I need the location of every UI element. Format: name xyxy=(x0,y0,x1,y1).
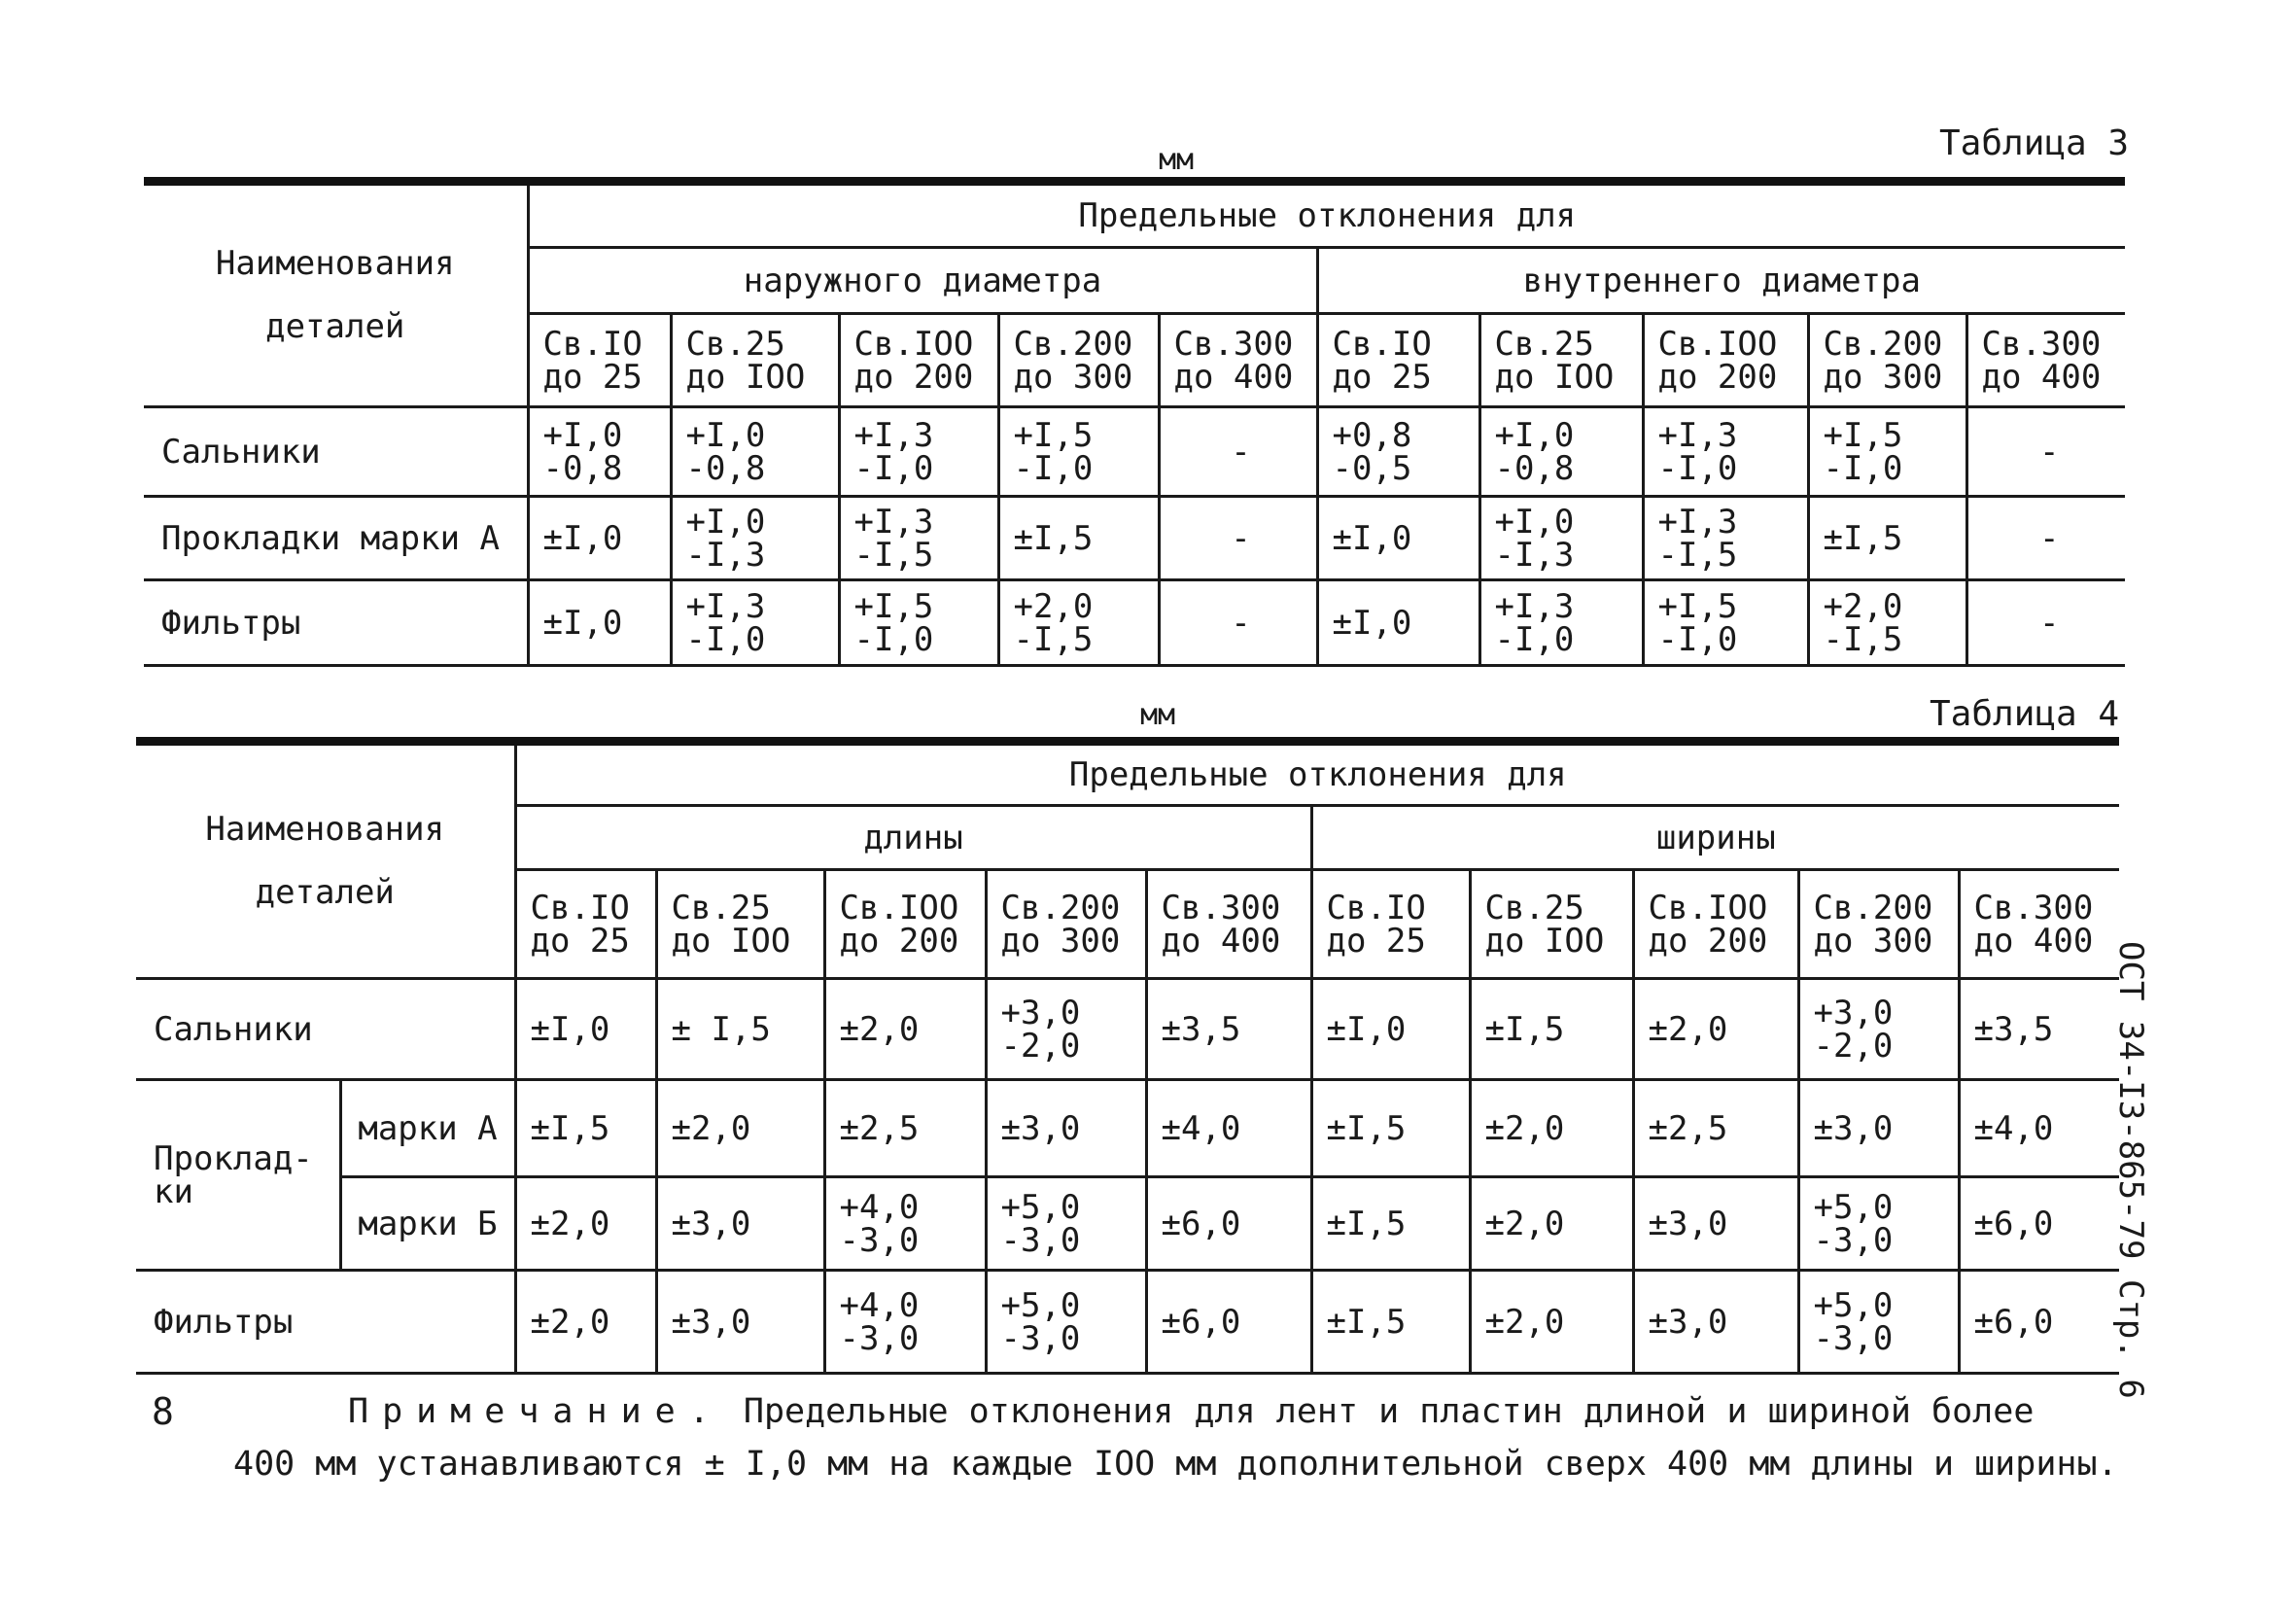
range-header xyxy=(1798,870,1959,979)
table3-row-part: Прокладки марки А xyxy=(144,497,528,580)
cell-line: +2,0 xyxy=(1823,586,1903,626)
cell-line: ±I,0 xyxy=(1332,603,1412,643)
value-cell xyxy=(839,580,998,666)
page-mark: 8 xyxy=(152,1390,174,1433)
value-cell xyxy=(1808,497,1966,580)
value-cell xyxy=(986,1080,1146,1177)
cell-line: до 200 xyxy=(1648,921,1768,961)
cell-line: ±3,5 xyxy=(1161,1009,1241,1049)
cell-line: ±I,0 xyxy=(542,603,623,643)
value-cell xyxy=(528,497,671,580)
cell-line: Проклад- xyxy=(154,1138,313,1178)
cell-line: -I,0 xyxy=(853,619,934,659)
range-header xyxy=(515,870,656,979)
table4-group-length: длины xyxy=(515,806,1311,870)
cell-line: ±6,0 xyxy=(1161,1302,1241,1342)
range-header xyxy=(1959,870,2119,979)
value-cell xyxy=(671,580,839,666)
cell-line: Св.25 xyxy=(671,888,771,927)
cell-line: до 200 xyxy=(1657,357,1778,397)
cell-line: Св.25 xyxy=(1484,888,1584,927)
cell-line: +I,5 xyxy=(1013,415,1094,455)
value-cell xyxy=(986,1271,1146,1374)
cell-line: +I,5 xyxy=(853,586,934,626)
cell-line: Св.IО xyxy=(1332,324,1432,364)
cell-line: - xyxy=(2039,518,2060,558)
value-cell xyxy=(1959,1177,2119,1271)
value-cell xyxy=(1798,1271,1959,1374)
value-cell xyxy=(1966,497,2125,580)
cell-line: +I,0 xyxy=(1494,502,1575,542)
cell-line: Св.IОО xyxy=(853,324,974,364)
table3 xyxy=(144,177,2125,667)
cell-line: ±3,5 xyxy=(1973,1009,2054,1049)
cell-line: ±6,0 xyxy=(1973,1204,2054,1243)
cell-line: +I,3 xyxy=(1657,502,1738,542)
cell-line: Св.300 xyxy=(1981,324,2102,364)
cell-line: ±3,0 xyxy=(1648,1302,1728,1342)
cell-line: +5,0 xyxy=(1813,1187,1894,1227)
value-cell xyxy=(824,979,986,1080)
value-cell xyxy=(824,1080,986,1177)
cell-line: ±2,0 xyxy=(1648,1009,1728,1049)
value-cell xyxy=(656,1271,824,1374)
cell-line: ±I,0 xyxy=(530,1009,610,1049)
value-cell xyxy=(824,1177,986,1271)
value-cell xyxy=(656,1080,824,1177)
cell-line: Св.200 xyxy=(1000,888,1121,927)
cell-line: +I,0 xyxy=(542,415,623,455)
document-code: ОСТ 34-I3-865-79 Стр. 6 xyxy=(2111,941,2150,1399)
cell-line: -I,3 xyxy=(1494,535,1575,575)
value-cell xyxy=(1159,580,1317,666)
table4-grade: марки Б xyxy=(340,1177,515,1271)
value-cell xyxy=(1966,407,2125,497)
table4-row-part-prokladki xyxy=(136,1080,340,1271)
range-header xyxy=(1159,314,1317,407)
table3-unit: мм xyxy=(1159,143,1195,177)
cell-line: ±3,0 xyxy=(1813,1108,1894,1148)
cell-line: ±4,0 xyxy=(1161,1108,1241,1148)
value-cell xyxy=(1146,979,1311,1080)
value-cell xyxy=(1146,1080,1311,1177)
value-cell xyxy=(1633,1080,1798,1177)
cell-line: ±2,0 xyxy=(839,1009,920,1049)
cell-line: Св.IОО xyxy=(839,888,959,927)
table-row xyxy=(144,407,2125,497)
table4-row-part: Фильтры xyxy=(136,1271,515,1374)
value-cell xyxy=(1808,407,1966,497)
cell-line: Св.IОО xyxy=(1648,888,1768,927)
range-header xyxy=(528,314,671,407)
table3-group-outer-diameter: наружного диаметра xyxy=(528,248,1317,314)
cell-line: +3,0 xyxy=(1000,993,1081,1032)
value-cell xyxy=(1633,979,1798,1080)
value-cell xyxy=(671,497,839,580)
cell-line: до 25 xyxy=(530,921,630,961)
cell-line: -3,0 xyxy=(1813,1318,1894,1358)
note-line-1 xyxy=(233,1385,2100,1438)
range-header xyxy=(1643,314,1808,407)
cell-line: до 25 xyxy=(1326,921,1426,961)
cell-line: до 400 xyxy=(1973,921,2094,961)
note-text-1: Предельные отклонения для лент и пластин длиной и шириной более xyxy=(743,1392,2035,1431)
range-header xyxy=(656,870,824,979)
cell-line: ±I,5 xyxy=(1326,1302,1407,1342)
cell-line: -I,0 xyxy=(1657,448,1738,488)
table4-header-deviations: Предельные отклонения для xyxy=(515,742,2119,806)
value-cell xyxy=(1317,407,1479,497)
value-cell xyxy=(1311,979,1470,1080)
cell-line: Св.200 xyxy=(1813,888,1933,927)
cell-line: +I,3 xyxy=(853,415,934,455)
cell-line: ±3,0 xyxy=(671,1204,751,1243)
note-heading: Примечание. xyxy=(348,1392,723,1431)
cell-line: ±I,0 xyxy=(1332,518,1412,558)
value-cell xyxy=(1317,580,1479,666)
cell-line: ±2,0 xyxy=(530,1302,610,1342)
cell-line: - xyxy=(2039,603,2060,643)
cell-line: +4,0 xyxy=(839,1187,920,1227)
value-cell xyxy=(986,1177,1146,1271)
value-cell xyxy=(515,1080,656,1177)
cell-line: +5,0 xyxy=(1000,1285,1081,1325)
value-cell xyxy=(1470,1271,1633,1374)
value-cell xyxy=(515,1271,656,1374)
table4-grade: марки А xyxy=(340,1080,515,1177)
cell-line: -2,0 xyxy=(1000,1026,1081,1066)
cell-line: -I,5 xyxy=(853,535,934,575)
cell-line: до 200 xyxy=(853,357,974,397)
range-header xyxy=(1470,870,1633,979)
value-cell xyxy=(1959,1271,2119,1374)
table3-header-deviations: Предельные отклонения для xyxy=(528,182,2125,248)
table3-header-part: Наименования деталей xyxy=(144,182,528,407)
cell-line: до 300 xyxy=(1813,921,1933,961)
cell-line: до 300 xyxy=(1013,357,1133,397)
cell-line: +I,5 xyxy=(1823,415,1903,455)
cell-line: ±I,5 xyxy=(1013,518,1094,558)
cell-line: -0,8 xyxy=(685,448,766,488)
cell-line: -I,0 xyxy=(1823,448,1903,488)
cell-line: -0,5 xyxy=(1332,448,1412,488)
cell-line: до 400 xyxy=(1173,357,1294,397)
cell-line: ±2,0 xyxy=(1484,1302,1565,1342)
value-cell xyxy=(656,1177,824,1271)
value-cell xyxy=(1311,1271,1470,1374)
cell-line: - xyxy=(1231,518,1251,558)
cell-line: ±2,5 xyxy=(1648,1108,1728,1148)
range-header xyxy=(998,314,1159,407)
cell-line: +5,0 xyxy=(1813,1285,1894,1325)
cell-line: -0,8 xyxy=(542,448,623,488)
cell-line: +3,0 xyxy=(1813,993,1894,1032)
cell-line: +I,0 xyxy=(685,502,766,542)
value-cell xyxy=(1643,497,1808,580)
table4-unit: мм xyxy=(1140,698,1176,732)
cell-line: ± I,5 xyxy=(671,1009,771,1049)
value-cell xyxy=(1633,1177,1798,1271)
cell-line: -I,0 xyxy=(1013,448,1094,488)
table4-caption: Таблица 4 xyxy=(1930,694,2120,734)
cell-line: -I,0 xyxy=(1494,619,1575,659)
cell-line: Св.IО xyxy=(542,324,643,364)
cell-line: до IОО xyxy=(685,357,806,397)
value-cell xyxy=(1479,407,1643,497)
table4 xyxy=(136,737,2119,1375)
range-header xyxy=(839,314,998,407)
value-cell xyxy=(1470,979,1633,1080)
cell-line: +I,0 xyxy=(685,415,766,455)
value-cell xyxy=(1798,1177,1959,1271)
cell-line: +5,0 xyxy=(1000,1187,1081,1227)
table-row xyxy=(136,1177,2119,1271)
value-cell xyxy=(1311,1177,1470,1271)
range-header xyxy=(1633,870,1798,979)
cell-line: -3,0 xyxy=(1000,1220,1081,1260)
cell-line: ±2,0 xyxy=(671,1108,751,1148)
value-cell xyxy=(1966,580,2125,666)
table-row xyxy=(136,1271,2119,1374)
value-cell xyxy=(1643,580,1808,666)
cell-line: Св.200 xyxy=(1013,324,1133,364)
cell-line: -I,0 xyxy=(685,619,766,659)
cell-line: Св.25 xyxy=(685,324,785,364)
value-cell xyxy=(986,979,1146,1080)
range-header xyxy=(824,870,986,979)
cell-line: ±I,5 xyxy=(530,1108,610,1148)
cell-line: +I,5 xyxy=(1657,586,1738,626)
value-cell xyxy=(1146,1177,1311,1271)
range-header xyxy=(986,870,1146,979)
value-cell xyxy=(1479,497,1643,580)
range-header xyxy=(671,314,839,407)
cell-line: до 25 xyxy=(1332,357,1432,397)
cell-line: до 25 xyxy=(542,357,643,397)
table-row xyxy=(144,497,2125,580)
cell-line: -2,0 xyxy=(1813,1026,1894,1066)
value-cell xyxy=(998,407,1159,497)
value-cell xyxy=(839,497,998,580)
value-cell xyxy=(839,407,998,497)
cell-line: до 200 xyxy=(839,921,959,961)
cell-line: -I,5 xyxy=(1823,619,1903,659)
cell-line: Св.300 xyxy=(1173,324,1294,364)
value-cell xyxy=(1159,407,1317,497)
range-header xyxy=(1966,314,2125,407)
value-cell xyxy=(528,407,671,497)
cell-line: +I,3 xyxy=(1494,586,1575,626)
value-cell xyxy=(671,407,839,497)
value-cell xyxy=(1798,1080,1959,1177)
cell-line: ±I,5 xyxy=(1484,1009,1565,1049)
table3-group-inner-diameter: внутреннего диаметра xyxy=(1317,248,2125,314)
cell-line: ±I,0 xyxy=(542,518,623,558)
cell-line: -0,8 xyxy=(1494,448,1575,488)
value-cell xyxy=(1317,497,1479,580)
cell-line: до IОО xyxy=(1484,921,1605,961)
cell-line: +I,3 xyxy=(853,502,934,542)
cell-line: ±3,0 xyxy=(671,1302,751,1342)
cell-line: +I,3 xyxy=(685,586,766,626)
table3-caption: Таблица 3 xyxy=(1939,123,2130,163)
value-cell xyxy=(1808,580,1966,666)
cell-line: -3,0 xyxy=(839,1318,920,1358)
cell-line: +4,0 xyxy=(839,1285,920,1325)
value-cell xyxy=(1798,979,1959,1080)
cell-line: +I,0 xyxy=(1494,415,1575,455)
cell-line: Св.25 xyxy=(1494,324,1594,364)
cell-line: - xyxy=(2039,432,2060,472)
cell-line: Св.IО xyxy=(1326,888,1426,927)
cell-line: ±I,5 xyxy=(1326,1204,1407,1243)
value-cell xyxy=(998,497,1159,580)
cell-line: -3,0 xyxy=(1000,1318,1081,1358)
cell-line: Св.300 xyxy=(1161,888,1281,927)
cell-line: -I,0 xyxy=(853,448,934,488)
value-cell xyxy=(1159,497,1317,580)
cell-line: Св.300 xyxy=(1973,888,2094,927)
note-line-2: 400 мм устанавливаются ± I,0 мм на каждые IОО мм дополнительной сверх 400 мм длины и ширины. xyxy=(233,1445,2118,1485)
range-header xyxy=(1317,314,1479,407)
value-cell xyxy=(1643,407,1808,497)
cell-line: до 300 xyxy=(1823,357,1943,397)
table4-group-width: ширины xyxy=(1311,806,2119,870)
value-cell xyxy=(515,979,656,1080)
cell-line: -I,3 xyxy=(685,535,766,575)
range-header xyxy=(1146,870,1311,979)
value-cell xyxy=(1470,1177,1633,1271)
cell-line: ±2,0 xyxy=(1484,1204,1565,1243)
range-header xyxy=(1479,314,1643,407)
note xyxy=(233,1385,2118,1491)
value-cell xyxy=(1959,979,2119,1080)
value-cell xyxy=(656,979,824,1080)
cell-line: ±6,0 xyxy=(1161,1204,1241,1243)
table-row xyxy=(136,1080,2119,1177)
table3-row-part: Фильтры xyxy=(144,580,528,666)
cell-line: ±2,0 xyxy=(1484,1108,1565,1148)
value-cell xyxy=(998,580,1159,666)
cell-line: +0,8 xyxy=(1332,415,1412,455)
cell-line: до 300 xyxy=(1000,921,1121,961)
cell-line: ±I,5 xyxy=(1326,1108,1407,1148)
cell-line: +2,0 xyxy=(1013,586,1094,626)
value-cell xyxy=(515,1177,656,1271)
cell-line: Св.IОО xyxy=(1657,324,1778,364)
cell-line: ±2,0 xyxy=(530,1204,610,1243)
value-cell xyxy=(1479,580,1643,666)
value-cell xyxy=(824,1271,986,1374)
cell-line: Св.200 xyxy=(1823,324,1943,364)
cell-line: - xyxy=(1231,603,1251,643)
cell-line: до IОО xyxy=(671,921,791,961)
table-row xyxy=(144,580,2125,666)
value-cell xyxy=(1146,1271,1311,1374)
table4-header-part: Наименования деталей xyxy=(136,742,515,979)
cell-line: +I,3 xyxy=(1657,415,1738,455)
cell-line: -I,5 xyxy=(1657,535,1738,575)
cell-line: ±4,0 xyxy=(1973,1108,2054,1148)
range-header xyxy=(1808,314,1966,407)
cell-line: Св.IО xyxy=(530,888,630,927)
table-row xyxy=(136,979,2119,1080)
cell-line: ±I,5 xyxy=(1823,518,1903,558)
value-cell xyxy=(1633,1271,1798,1374)
cell-line: до 400 xyxy=(1981,357,2102,397)
value-cell xyxy=(1470,1080,1633,1177)
cell-line: -3,0 xyxy=(1813,1220,1894,1260)
cell-line: -3,0 xyxy=(839,1220,920,1260)
range-header xyxy=(1311,870,1470,979)
cell-line: до IОО xyxy=(1494,357,1615,397)
cell-line: - xyxy=(1231,432,1251,472)
table4-row-part: Сальники xyxy=(136,979,515,1080)
value-cell xyxy=(528,580,671,666)
cell-line: ки xyxy=(154,1171,193,1211)
cell-line: ±6,0 xyxy=(1973,1302,2054,1342)
cell-line: -I,0 xyxy=(1657,619,1738,659)
table3-row-part: Сальники xyxy=(144,407,528,497)
cell-line: ±2,5 xyxy=(839,1108,920,1148)
cell-line: до 400 xyxy=(1161,921,1281,961)
cell-line: ±3,0 xyxy=(1000,1108,1081,1148)
cell-line: ±I,0 xyxy=(1326,1009,1407,1049)
cell-line: ±3,0 xyxy=(1648,1204,1728,1243)
cell-line: -I,5 xyxy=(1013,619,1094,659)
value-cell xyxy=(1959,1080,2119,1177)
value-cell xyxy=(1311,1080,1470,1177)
